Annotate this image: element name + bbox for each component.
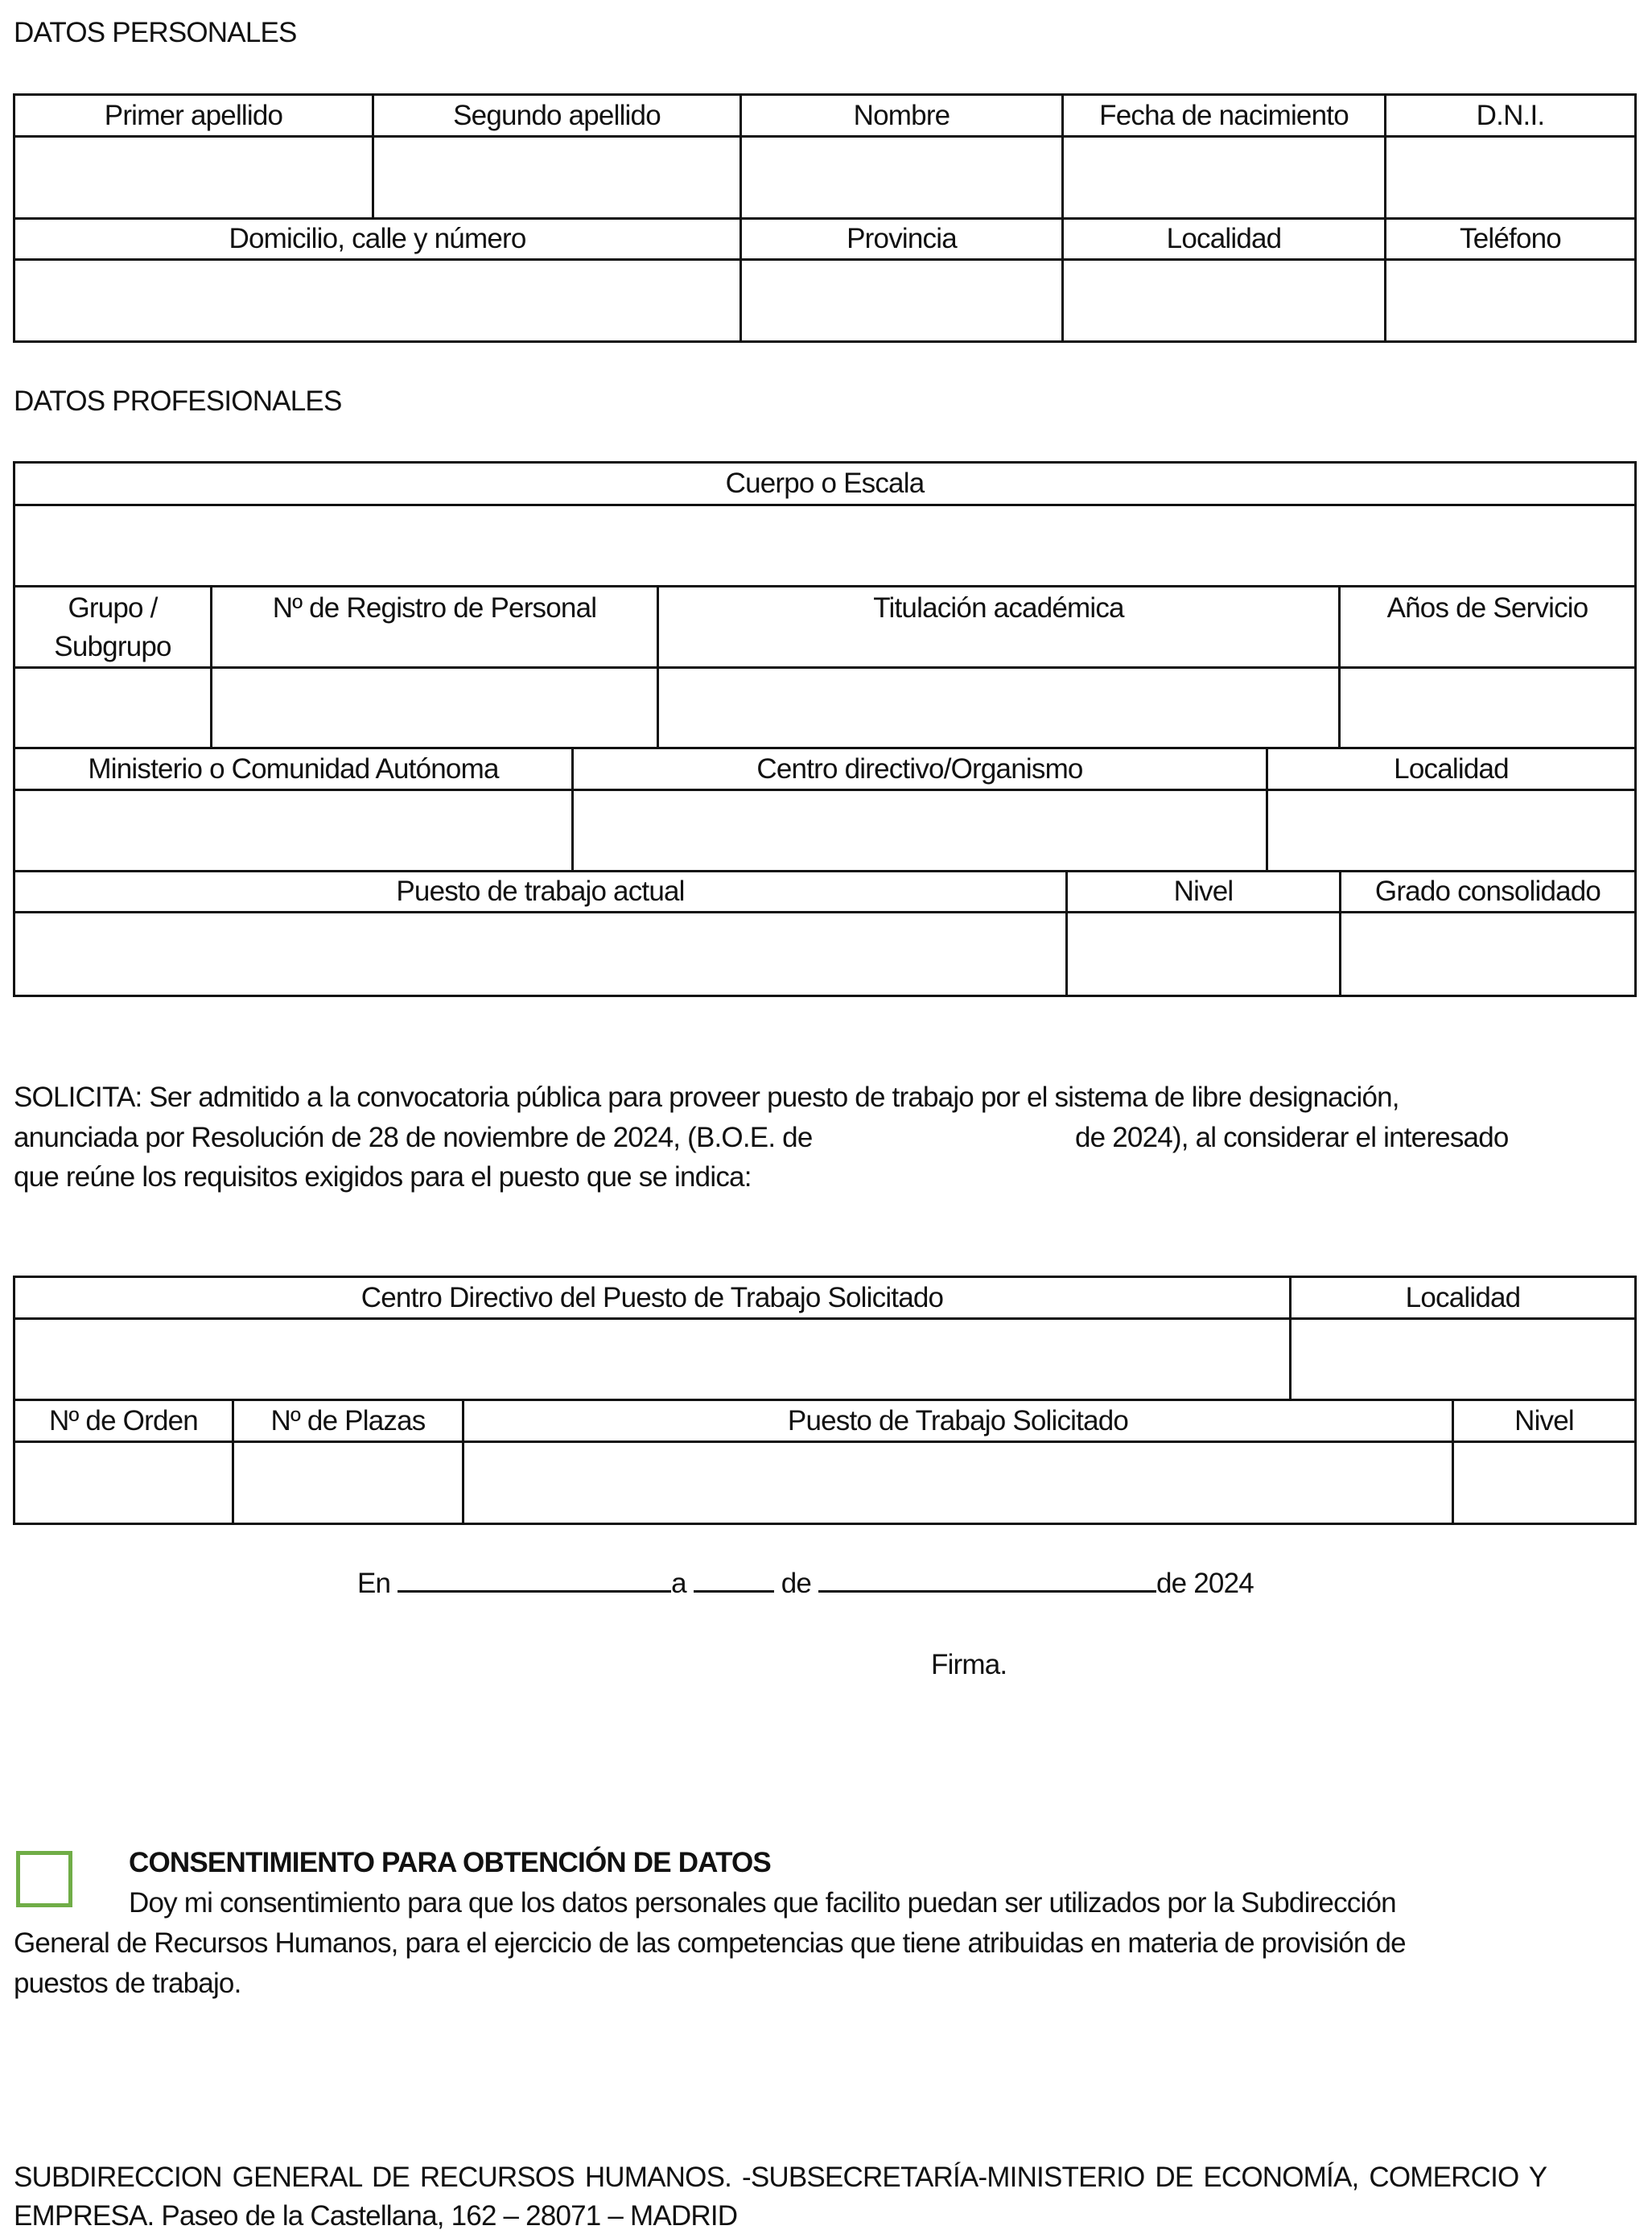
consent-title: CONSENTIMIENTO PARA OBTENCIÓN DE DATOS [129, 1847, 771, 1878]
num-plazas-field[interactable] [234, 1443, 464, 1523]
header-puesto-actual [15, 872, 1068, 913]
label: Fecha de nacimiento [1099, 99, 1349, 131]
personal-data-table [13, 93, 1637, 343]
label: Cuerpo o Escala [725, 468, 925, 499]
label: Localidad [1394, 752, 1509, 785]
day-blank[interactable] [694, 1566, 774, 1593]
month-blank[interactable] [818, 1566, 1156, 1593]
consent-line-2: General de Recursos Humanos, para el ejercicio de las competencias que tiene atribuidas en materia de provisión de [14, 1927, 1406, 1959]
header-fecha-nacimiento [1064, 96, 1386, 138]
header-ministerio [15, 749, 574, 791]
ministerio-field[interactable] [15, 791, 574, 872]
puesto-solicitado-field[interactable] [464, 1443, 1454, 1523]
label: Grado consolidado [1374, 876, 1601, 907]
label: Puesto de Trabajo Solicitado [787, 1404, 1129, 1436]
grado-consolidado-field[interactable] [1341, 913, 1634, 995]
header-primer-apellido [15, 96, 374, 138]
header-anos-servicio [1341, 587, 1634, 669]
label: Segundo apellido [453, 99, 661, 131]
header-dni [1386, 96, 1634, 138]
consent-line-3: puestos de trabajo. [14, 1968, 241, 1999]
label: Nivel [1514, 1404, 1574, 1436]
requested-position-table [13, 1276, 1637, 1525]
label: Ministerio o Comunidad Autónoma [88, 752, 499, 785]
header-localidad [1064, 220, 1386, 261]
header-nivel [1068, 872, 1341, 913]
header-titulacion [659, 587, 1341, 669]
header-localidad-solicitada [1292, 1278, 1634, 1320]
label: Centro Directivo del Puesto de Trabajo Solicitado [360, 1281, 944, 1313]
solicita-line-3: que reúne los requisitos exigidos para el puesto que se indica: [14, 1161, 752, 1193]
grupo-subgrupo-field[interactable] [15, 669, 212, 749]
label: Nº de Orden [49, 1404, 198, 1436]
fecha-nacimiento-field[interactable] [1064, 138, 1386, 220]
label: Titulación académica [873, 592, 1124, 624]
label-line-2: Subgrupo [54, 631, 171, 662]
solicita-line-2b: de 2024), al considerar el interesado [1075, 1122, 1509, 1153]
num-orden-field[interactable] [15, 1443, 234, 1523]
header-num-plazas [234, 1401, 464, 1443]
titulacion-field[interactable] [659, 669, 1341, 749]
header-num-orden [15, 1401, 234, 1443]
solicita-line-1: SOLICITA: Ser admitido a la convocatoria pública para proveer puesto de trabajo por el sistema de libre designación, [14, 1082, 1399, 1113]
label: D.N.I. [1476, 99, 1545, 131]
de-label: de [781, 1568, 812, 1599]
nivel-field[interactable] [1068, 913, 1341, 995]
header-centro-directivo-solicitado [15, 1278, 1292, 1320]
en-label: En [357, 1568, 391, 1599]
centro-directivo-field[interactable] [574, 791, 1268, 872]
header-puesto-solicitado [464, 1401, 1454, 1443]
consent-checkbox[interactable] [16, 1851, 72, 1907]
domicilio-field[interactable] [15, 261, 742, 340]
nombre-field[interactable] [742, 138, 1064, 220]
label: Puesto de trabajo actual [396, 876, 685, 907]
year-label: de 2024 [1156, 1568, 1254, 1599]
label: Domicilio, calle y número [229, 223, 526, 254]
label-line-1: Grupo / [68, 592, 158, 624]
header-segundo-apellido [374, 96, 742, 138]
header-grado-consolidado [1341, 872, 1634, 913]
consent-line-1: Doy mi consentimiento para que los datos personales que facilito puedan ser utilizados por la Subdirección [129, 1887, 1396, 1919]
section-title-professional: DATOS PROFESIONALES [14, 385, 342, 417]
registro-personal-field[interactable] [212, 669, 659, 749]
label: Nombre [853, 99, 950, 131]
centro-directivo-solicitado-field[interactable] [15, 1320, 1292, 1401]
place-blank[interactable] [398, 1566, 671, 1593]
primer-apellido-field[interactable] [15, 138, 374, 220]
localidad-field[interactable] [1064, 261, 1386, 340]
header-provincia [742, 220, 1064, 261]
puesto-actual-field[interactable] [15, 913, 1068, 995]
header-localidad-profesional [1268, 749, 1634, 791]
label: Primer apellido [104, 99, 283, 131]
telefono-field[interactable] [1386, 261, 1634, 340]
section-title-personal: DATOS PERSONALES [14, 17, 297, 48]
header-centro-directivo [574, 749, 1268, 791]
provincia-field[interactable] [742, 261, 1064, 340]
header-telefono [1386, 220, 1634, 261]
firma-label: Firma. [931, 1649, 1007, 1680]
label: Provincia [847, 223, 957, 254]
label: Centro directivo/Organismo [756, 752, 1083, 785]
footer-line-2: EMPRESA. Paseo de la Castellana, 162 – 28071 – MADRID [14, 2200, 738, 2232]
segundo-apellido-field[interactable] [374, 138, 742, 220]
header-nombre [742, 96, 1064, 138]
professional-data-table [13, 461, 1637, 997]
label: Nº de Registro de Personal [272, 592, 597, 624]
label: Localidad [1405, 1281, 1521, 1313]
header-cuerpo-escala [15, 464, 1634, 506]
solicita-line-2a: anunciada por Resolución de 28 de noviembre de 2024, (B.O.E. de [14, 1122, 813, 1153]
localidad-solicitada-field[interactable] [1292, 1320, 1634, 1401]
cuerpo-escala-field[interactable] [15, 506, 1634, 587]
footer-line-1: SUBDIRECCION GENERAL DE RECURSOS HUMANOS. -SUBSECRETARÍA-MINISTERIO DE ECONOMÍA, COMERCIO Y [14, 2162, 1547, 2193]
header-registro-personal [212, 587, 659, 669]
dni-field[interactable] [1386, 138, 1634, 220]
label: Nivel [1173, 876, 1234, 907]
label: Años de Servicio [1386, 592, 1588, 624]
nivel-solicitado-field[interactable] [1454, 1443, 1634, 1523]
label: Localidad [1166, 223, 1282, 254]
localidad-profesional-field[interactable] [1268, 791, 1634, 872]
label: Teléfono [1460, 223, 1561, 254]
header-nivel-solicitado [1454, 1401, 1634, 1443]
anos-servicio-field[interactable] [1341, 669, 1634, 749]
label: Nº de Plazas [270, 1404, 426, 1436]
signature-date-line [357, 1566, 1254, 1601]
header-grupo-subgrupo [15, 587, 212, 669]
a-label: a [671, 1568, 686, 1599]
header-domicilio [15, 220, 742, 261]
